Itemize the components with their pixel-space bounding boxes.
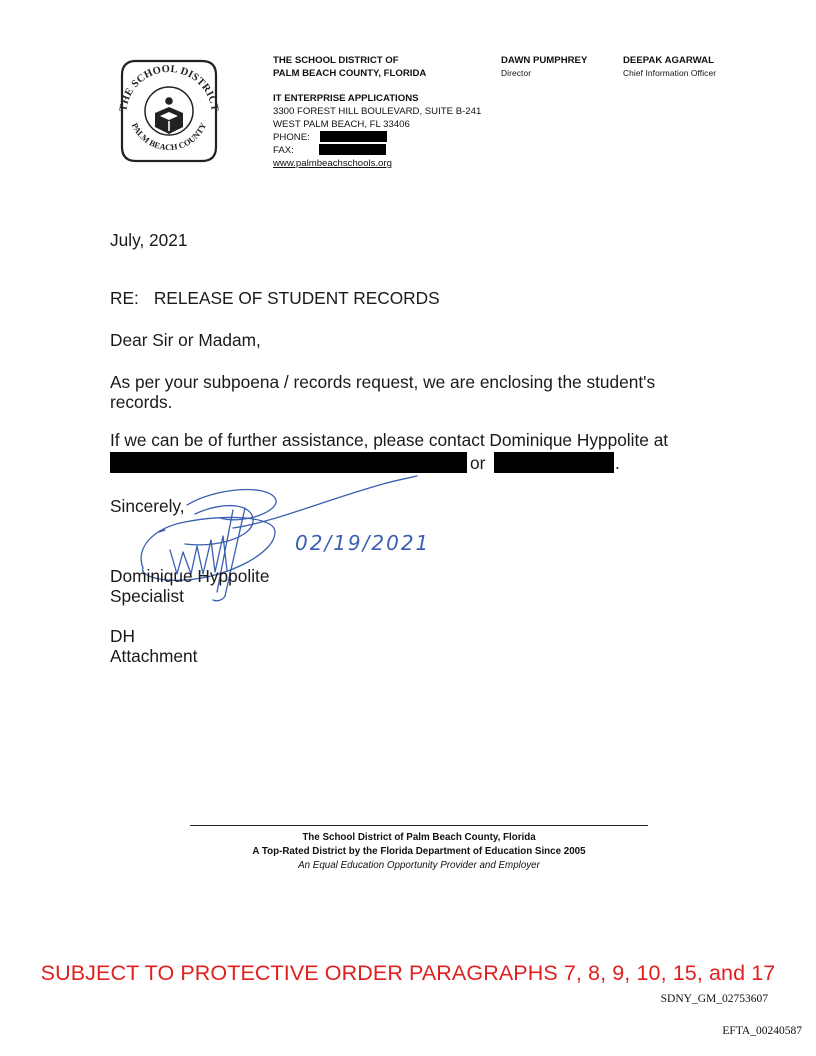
district-address-block <box>273 54 493 170</box>
svg-text:THE SCHOOL DISTRICT <box>118 64 220 112</box>
footer-line2: A Top-Rated District by the Florida Department of Education Since 2005 <box>252 846 586 857</box>
salutation: Dear Sir or Madam, <box>110 330 261 350</box>
fax-label: FAX: <box>273 145 294 156</box>
signer-name: Dominique Hyppolite <box>110 566 270 586</box>
district-name-line1: THE SCHOOL DISTRICT OF <box>273 55 399 66</box>
seal-text-top: THE SCHOOL DISTRICT <box>118 63 220 113</box>
period: . <box>615 453 620 473</box>
school-district-seal <box>112 55 226 167</box>
footer-line1: The School District of Palm Beach County, Florida <box>302 832 536 843</box>
paragraph-enclosure-line1: As per your subpoena / records request, we are enclosing the student's <box>110 372 656 392</box>
protective-order-stamp: SUBJECT TO PROTECTIVE ORDER PARAGRAPHS 7, 8, 9, 10, 15, and 17 <box>40 961 776 985</box>
signature-date: 02/19/2021 <box>295 531 431 555</box>
cio-name: DEEPAK AGARWAL <box>623 55 714 66</box>
re-subject: RELEASE OF STUDENT RECORDS <box>153 288 440 308</box>
letter-date: July, 2021 <box>110 230 188 250</box>
fax-redaction <box>319 144 386 155</box>
address-line1: 3300 FOREST HILL BOULEVARD, SUITE B-241 <box>273 106 482 117</box>
footer-line3: An Equal Education Opportunity Provider and Employer <box>298 860 540 871</box>
contact-phone-redaction <box>494 452 614 473</box>
director-name: DAWN PUMPHREY <box>501 55 588 66</box>
bates-number: SDNY_GM_02753607 <box>660 993 768 1005</box>
seal-text-bottom: PALM BEACH COUNTY <box>129 121 209 153</box>
cio-title: Chief Information Officer <box>623 68 717 78</box>
director-block <box>501 54 611 80</box>
signer-title: Specialist <box>110 586 184 606</box>
paragraph-enclosure <box>110 372 670 412</box>
website-link[interactable]: www.palmbeachschools.org <box>273 158 392 169</box>
efta-number: EFTA_00240587 <box>722 1025 802 1037</box>
department-name: IT ENTERPRISE APPLICATIONS <box>273 93 419 104</box>
phone-redaction <box>320 131 387 142</box>
re-label: RE: <box>110 288 139 308</box>
closing: Sincerely, <box>110 496 185 516</box>
director-title: Director <box>501 68 532 78</box>
attachment-note: Attachment <box>110 646 198 666</box>
or-word: or <box>470 453 486 473</box>
initials: DH <box>110 626 135 646</box>
phone-label: PHONE: <box>273 132 310 143</box>
re-line <box>110 288 440 308</box>
cio-block <box>623 54 763 80</box>
paragraph-enclosure-line2: records. <box>110 392 173 412</box>
district-name-line2: PALM BEACH COUNTY, FLORIDA <box>273 68 427 79</box>
address-line2: WEST PALM BEACH, FL 33406 <box>273 119 410 130</box>
footer-divider <box>190 825 648 826</box>
paragraph-contact: If we can be of further assistance, please contact Dominique Hyppolite at <box>110 430 669 450</box>
